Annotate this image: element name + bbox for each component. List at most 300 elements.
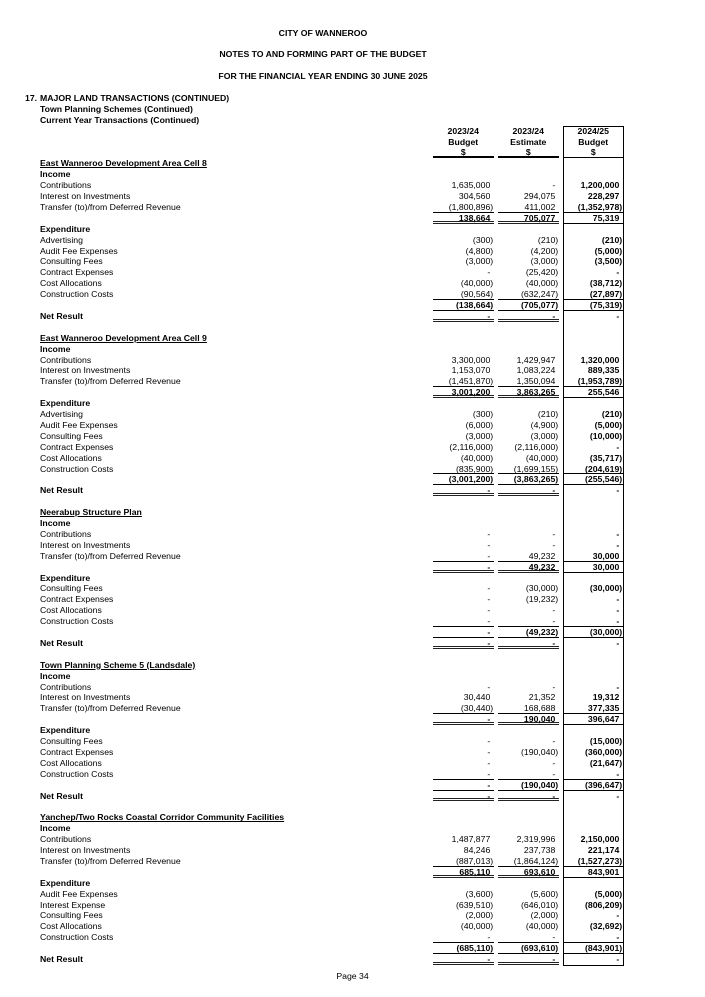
section-title: East Wanneroo Development Area Cell 8 xyxy=(40,158,207,169)
section-header-row xyxy=(0,812,705,823)
amount-2023-24-estimate: 693,610 xyxy=(498,867,559,878)
amount-2023-24-estimate: (19,232) xyxy=(525,594,559,605)
amount-2024-25-budget: (210) xyxy=(601,409,623,420)
amount-2023-24-budget: (40,000) xyxy=(460,278,494,289)
amount-2023-24-estimate: - xyxy=(498,485,559,496)
line-item-label: Transfer (to)/from Deferred Revenue xyxy=(40,376,181,387)
amount-2023-24-estimate: (40,000) xyxy=(525,452,559,463)
amount-2024-25-budget: - xyxy=(616,528,620,539)
net-result-label: Net Result xyxy=(40,310,83,321)
line-item-label: Contract Expenses xyxy=(40,594,114,605)
line-item-label: Consulting Fees xyxy=(40,736,103,747)
amount-2023-24-budget: (3,000) xyxy=(465,430,494,441)
expenditure-heading-row xyxy=(0,224,705,235)
amount-2024-25-budget: (1,527,273) xyxy=(564,856,623,867)
line-item-row xyxy=(0,267,705,278)
amount-2023-24-budget: (1,451,870) xyxy=(433,376,494,387)
line-item-row xyxy=(0,910,705,921)
column-header-year-row xyxy=(0,126,705,137)
line-item-label: Contract Expenses xyxy=(40,441,114,452)
expenditure-total-row xyxy=(0,474,705,485)
line-item-row xyxy=(0,540,705,551)
amount-2023-24-estimate: - xyxy=(552,539,556,550)
amount-2023-24-estimate: 2,319,996 xyxy=(516,834,556,845)
amount-2023-24-estimate: (25,420) xyxy=(525,267,559,278)
line-item-row xyxy=(0,365,705,376)
line-item-row xyxy=(0,692,705,703)
amount-2023-24-budget: - xyxy=(487,681,491,692)
amount-2023-24-estimate: (1,699,155) xyxy=(498,464,559,475)
line-item-label: Transfer (to)/from Deferred Revenue xyxy=(40,855,181,866)
section-title: Town Planning Scheme 5 (Landsdale) xyxy=(40,659,196,670)
note-subsubtitle: Current Year Transactions (Continued) xyxy=(40,114,200,125)
amount-2024-25-budget: (5,000) xyxy=(594,888,623,899)
amount-2023-24-budget: - xyxy=(433,780,494,791)
line-item-label: Contributions xyxy=(40,180,92,191)
net-result-label: Net Result xyxy=(40,790,83,801)
expenditure-heading: Expenditure xyxy=(40,725,91,736)
column-header-year: 2023/24 xyxy=(447,125,479,136)
header-organisation-row xyxy=(0,28,705,39)
amount-2024-25-budget: 228,297 xyxy=(587,191,620,202)
amount-2023-24-estimate: (4,900) xyxy=(530,419,559,430)
line-item-label: Contract Expenses xyxy=(40,267,114,278)
expenditure-total-row xyxy=(0,627,705,638)
line-item-row xyxy=(0,431,705,442)
amount-2023-24-estimate: 21,352 xyxy=(528,692,556,703)
income-total-row xyxy=(0,867,705,878)
amount-2024-25-budget: (30,000) xyxy=(564,627,623,638)
line-item-row xyxy=(0,834,705,845)
section-header-row xyxy=(0,660,705,671)
section-header-row xyxy=(0,507,705,518)
amount-2023-24-budget: 138,664 xyxy=(433,213,494,224)
amount-2023-24-budget: - xyxy=(487,736,491,747)
note-subtitle: Town Planning Schemes (Continued) xyxy=(40,103,193,114)
amount-2023-24-estimate: (210) xyxy=(537,409,559,420)
amount-2024-25-budget: 1,320,000 xyxy=(580,354,620,365)
amount-2023-24-budget: 3,300,000 xyxy=(451,354,491,365)
amount-2023-24-budget: - xyxy=(433,562,494,573)
amount-2023-24-budget: - xyxy=(433,311,494,322)
income-heading: Income xyxy=(40,169,71,180)
income-heading-row xyxy=(0,169,705,180)
column-header-type-row xyxy=(0,137,705,148)
amount-2023-24-estimate: 190,040 xyxy=(498,714,559,725)
column-header-type: Estimate xyxy=(510,136,547,147)
amount-2023-24-budget: 685,110 xyxy=(433,867,494,878)
amount-2024-25-budget: (843,901) xyxy=(564,943,623,954)
line-item-label: Contributions xyxy=(40,528,92,539)
amount-2023-24-estimate: (2,116,000) xyxy=(514,441,559,452)
amount-2024-25-budget: - xyxy=(616,539,620,550)
net-result-row xyxy=(0,485,705,496)
amount-2023-24-budget: (300) xyxy=(472,234,494,245)
line-item-row xyxy=(0,921,705,932)
amount-2023-24-estimate: 1,083,224 xyxy=(516,365,556,376)
income-heading-row xyxy=(0,671,705,682)
amount-2024-25-budget: 255,546 xyxy=(564,387,623,398)
net-result-label: Net Result xyxy=(40,637,83,648)
amount-2023-24-estimate: (632,247) xyxy=(498,289,559,300)
amount-2024-25-budget: (396,647) xyxy=(564,780,623,791)
line-item-row xyxy=(0,453,705,464)
amount-2023-24-budget: - xyxy=(433,932,494,943)
amount-2023-24-budget: - xyxy=(487,528,491,539)
line-item-label: Construction Costs xyxy=(40,768,114,779)
amount-2023-24-estimate: - xyxy=(498,616,559,627)
line-item-row xyxy=(0,442,705,453)
amount-2023-24-estimate: 1,429,947 xyxy=(516,354,556,365)
line-item-row xyxy=(0,420,705,431)
line-item-label: Interest on Investments xyxy=(40,365,131,376)
amount-2023-24-estimate: (646,010) xyxy=(521,899,559,910)
amount-2023-24-budget: (2,116,000) xyxy=(449,441,494,452)
note-subsubtitle-row xyxy=(0,115,705,126)
amount-2024-25-budget: 75,319 xyxy=(564,213,623,224)
amount-2023-24-estimate: (705,077) xyxy=(498,300,559,311)
income-heading: Income xyxy=(40,343,71,354)
amount-2023-24-estimate: (40,000) xyxy=(525,278,559,289)
amount-2023-24-estimate: 49,232 xyxy=(498,551,559,562)
amount-2023-24-budget: (40,000) xyxy=(460,452,494,463)
line-item-row xyxy=(0,932,705,943)
amount-2024-25-budget: 843,901 xyxy=(564,867,623,878)
amount-2023-24-estimate: - xyxy=(498,954,559,965)
amount-2024-25-budget: 30,000 xyxy=(564,551,623,562)
income-heading: Income xyxy=(40,823,71,834)
net-result-label: Net Result xyxy=(40,485,83,496)
line-item-row xyxy=(0,529,705,540)
organisation-name: CITY OF WANNEROO xyxy=(278,27,368,38)
amount-2023-24-budget: (1,800,896) xyxy=(433,202,494,213)
line-item-row xyxy=(0,376,705,387)
amount-2023-24-estimate: (210) xyxy=(537,234,559,245)
amount-2023-24-estimate: 705,077 xyxy=(498,213,559,224)
amount-2024-25-budget: - xyxy=(616,681,620,692)
amount-2024-25-budget: (30,000) xyxy=(589,583,623,594)
amount-2023-24-estimate: - xyxy=(552,681,556,692)
column-header-year: 2023/24 xyxy=(512,125,544,136)
amount-2023-24-estimate: (190,040) xyxy=(521,746,559,757)
line-item-row xyxy=(0,900,705,911)
expenditure-heading-row xyxy=(0,725,705,736)
note-heading-row xyxy=(0,93,705,104)
amount-2023-24-budget: (6,000) xyxy=(465,419,494,430)
amount-2023-24-budget: - xyxy=(433,769,494,780)
line-item-label: Contract Expenses xyxy=(40,746,114,757)
amount-2023-24-budget: 1,635,000 xyxy=(451,180,491,191)
amount-2023-24-budget: - xyxy=(487,605,491,616)
expenditure-heading: Expenditure xyxy=(40,877,91,888)
amount-2023-24-budget: 1,487,877 xyxy=(451,834,491,845)
amount-2024-25-budget: - xyxy=(616,310,620,321)
line-item-label: Consulting Fees xyxy=(40,430,103,441)
amount-2023-24-budget: (2,000) xyxy=(465,910,494,921)
amount-2024-25-budget: (27,897) xyxy=(564,289,623,300)
amount-2023-24-budget: (138,664) xyxy=(433,300,494,311)
amount-2023-24-estimate: (40,000) xyxy=(525,921,559,932)
amount-2023-24-estimate: - xyxy=(552,180,556,191)
amount-2023-24-estimate: - xyxy=(552,757,556,768)
amount-2023-24-estimate: - xyxy=(552,736,556,747)
amount-2024-25-budget: - xyxy=(616,954,620,965)
amount-2023-24-estimate: (5,600) xyxy=(530,888,559,899)
line-item-row xyxy=(0,758,705,769)
amount-2023-24-budget: - xyxy=(433,714,494,725)
section-header-row xyxy=(0,158,705,169)
expenditure-heading: Expenditure xyxy=(40,398,91,409)
section-header-row xyxy=(0,333,705,344)
amount-2023-24-estimate: 168,688 xyxy=(498,703,559,714)
column-header-type: Budget xyxy=(448,136,479,147)
amount-2023-24-estimate: 237,738 xyxy=(523,845,556,856)
amount-2024-25-budget: (1,953,789) xyxy=(564,376,623,387)
line-item-label: Construction Costs xyxy=(40,616,114,627)
amount-2024-25-budget: (806,209) xyxy=(585,899,623,910)
header-period-row xyxy=(0,71,705,82)
amount-2023-24-budget: 304,560 xyxy=(458,191,491,202)
amount-2024-25-budget: - xyxy=(616,485,620,496)
line-item-row xyxy=(0,736,705,747)
line-item-label: Contributions xyxy=(40,354,92,365)
line-item-row xyxy=(0,180,705,191)
amount-2023-24-estimate: (2,000) xyxy=(530,910,559,921)
header-title-row xyxy=(0,49,705,60)
amount-2023-24-estimate: (3,000) xyxy=(530,256,559,267)
income-total-row xyxy=(0,562,705,573)
amount-2024-25-budget: 19,312 xyxy=(592,692,620,703)
line-item-row xyxy=(0,464,705,475)
amount-2024-25-budget: - xyxy=(616,441,620,452)
income-heading: Income xyxy=(40,518,71,529)
income-total-row xyxy=(0,213,705,224)
line-item-label: Consulting Fees xyxy=(40,583,103,594)
expenditure-total-row xyxy=(0,943,705,954)
amount-2024-25-budget: - xyxy=(564,932,623,943)
note-subtitle-row xyxy=(0,104,705,115)
amount-2023-24-estimate: (190,040) xyxy=(498,780,559,791)
line-item-row xyxy=(0,769,705,780)
net-result-label: Net Result xyxy=(40,954,83,965)
amount-2023-24-budget: - xyxy=(433,954,494,965)
column-header-type: Budget xyxy=(578,136,609,147)
amount-2024-25-budget: (5,000) xyxy=(594,245,623,256)
amount-2023-24-estimate: 294,075 xyxy=(523,191,556,202)
expenditure-heading-row xyxy=(0,878,705,889)
line-item-row xyxy=(0,289,705,300)
amount-2023-24-estimate: 411,002 xyxy=(498,202,559,213)
amount-2023-24-budget: - xyxy=(487,539,491,550)
amount-2023-24-estimate: (30,000) xyxy=(525,583,559,594)
line-item-row xyxy=(0,235,705,246)
amount-2023-24-estimate: (693,610) xyxy=(498,943,559,954)
line-item-label: Cost Allocations xyxy=(40,278,102,289)
line-item-label: Cost Allocations xyxy=(40,452,102,463)
income-heading-row xyxy=(0,344,705,355)
expenditure-total-row xyxy=(0,780,705,791)
line-item-row xyxy=(0,583,705,594)
amount-2024-25-budget: - xyxy=(616,637,620,648)
amount-2024-25-budget: (1,352,978) xyxy=(564,202,623,213)
amount-2023-24-estimate: (3,863,265) xyxy=(498,474,559,485)
line-item-label: Interest on Investments xyxy=(40,539,131,550)
amount-2024-25-budget: 889,335 xyxy=(587,365,620,376)
amount-2024-25-budget: - xyxy=(616,267,620,278)
amount-2023-24-budget: (90,564) xyxy=(433,289,494,300)
amount-2024-25-budget: (210) xyxy=(601,234,623,245)
amount-2023-24-budget: 3,001,200 xyxy=(433,387,494,398)
amount-2023-24-budget: (30,440) xyxy=(433,703,494,714)
amount-2024-25-budget: - xyxy=(616,605,620,616)
amount-2023-24-estimate: (49,232) xyxy=(498,627,559,638)
financial-period: FOR THE FINANCIAL YEAR ENDING 30 JUNE 2025 xyxy=(218,71,428,82)
net-result-row xyxy=(0,791,705,802)
amount-2023-24-estimate: - xyxy=(498,638,559,649)
amount-2023-24-budget: - xyxy=(487,746,491,757)
line-item-row xyxy=(0,246,705,257)
amount-2023-24-budget: (685,110) xyxy=(433,943,494,954)
line-item-label: Interest Expense xyxy=(40,899,106,910)
line-item-row xyxy=(0,616,705,627)
line-item-label: Advertising xyxy=(40,234,83,245)
line-item-label: Consulting Fees xyxy=(40,256,103,267)
amount-2023-24-estimate: - xyxy=(498,791,559,802)
line-item-label: Audit Fee Expenses xyxy=(40,245,118,256)
expenditure-heading: Expenditure xyxy=(40,223,91,234)
line-item-label: Transfer (to)/from Deferred Revenue xyxy=(40,550,181,561)
section-title: East Wanneroo Development Area Cell 9 xyxy=(40,332,207,343)
line-item-row xyxy=(0,202,705,213)
amount-2023-24-budget: (3,600) xyxy=(465,888,494,899)
line-item-row xyxy=(0,703,705,714)
line-item-label: Cost Allocations xyxy=(40,757,102,768)
income-heading-row xyxy=(0,518,705,529)
line-item-row xyxy=(0,747,705,758)
income-total-row xyxy=(0,714,705,725)
line-item-label: Transfer (to)/from Deferred Revenue xyxy=(40,201,181,212)
amount-2023-24-budget: - xyxy=(433,627,494,638)
line-item-row xyxy=(0,409,705,420)
line-item-row xyxy=(0,551,705,562)
amount-2023-24-budget: - xyxy=(433,791,494,802)
amount-2023-24-budget: (300) xyxy=(472,409,494,420)
amount-2023-24-estimate: - xyxy=(552,528,556,539)
income-heading: Income xyxy=(40,670,71,681)
amount-2024-25-budget: (5,000) xyxy=(594,419,623,430)
amount-2024-25-budget: 221,174 xyxy=(587,845,620,856)
line-item-label: Cost Allocations xyxy=(40,605,102,616)
expenditure-heading: Expenditure xyxy=(40,572,91,583)
amount-2024-25-budget: 1,200,000 xyxy=(580,180,620,191)
line-item-row xyxy=(0,278,705,289)
amount-2023-24-budget: (40,000) xyxy=(460,921,494,932)
column-header-year: 2024/25 xyxy=(577,125,609,136)
amount-2023-24-budget: (887,013) xyxy=(433,856,494,867)
amount-2024-25-budget: 396,647 xyxy=(564,714,623,725)
expenditure-heading-row xyxy=(0,398,705,409)
line-item-label: Interest on Investments xyxy=(40,191,131,202)
amount-2023-24-budget: - xyxy=(433,485,494,496)
amount-2023-24-budget: - xyxy=(487,267,491,278)
amount-2024-25-budget: (15,000) xyxy=(589,736,623,747)
amount-2024-25-budget: - xyxy=(564,769,623,780)
line-item-row xyxy=(0,845,705,856)
amount-2023-24-estimate: - xyxy=(552,605,556,616)
amount-2024-25-budget: (21,647) xyxy=(589,757,623,768)
amount-2023-24-budget: (3,000) xyxy=(465,256,494,267)
net-result-row xyxy=(0,311,705,322)
amount-2024-25-budget: (255,546) xyxy=(564,474,623,485)
line-item-row xyxy=(0,889,705,900)
amount-2023-24-budget: 84,246 xyxy=(463,845,491,856)
column-header-unit: $ xyxy=(498,147,559,158)
amount-2023-24-budget: 1,153,070 xyxy=(451,365,491,376)
amount-2023-24-budget: - xyxy=(433,551,494,562)
amount-2024-25-budget: (10,000) xyxy=(589,430,623,441)
line-item-label: Consulting Fees xyxy=(40,910,103,921)
line-item-label: Construction Costs xyxy=(40,463,114,474)
line-item-row xyxy=(0,594,705,605)
section-title: Neerabup Structure Plan xyxy=(40,507,142,518)
line-item-row xyxy=(0,682,705,693)
line-item-label: Advertising xyxy=(40,409,83,420)
amount-2024-25-budget: (32,692) xyxy=(589,921,623,932)
expenditure-total-row xyxy=(0,300,705,311)
amount-2023-24-budget: (4,800) xyxy=(465,245,494,256)
line-item-row xyxy=(0,191,705,202)
amount-2023-24-estimate: - xyxy=(498,311,559,322)
note-number: 17. xyxy=(25,92,38,103)
amount-2024-25-budget: (360,000) xyxy=(585,746,623,757)
column-header-unit: $ xyxy=(433,147,494,158)
income-heading-row xyxy=(0,823,705,834)
line-item-row xyxy=(0,256,705,267)
net-result-row xyxy=(0,954,705,965)
amount-2024-25-budget: (204,619) xyxy=(564,464,623,475)
note-title: MAJOR LAND TRANSACTIONS (CONTINUED) xyxy=(40,92,230,103)
amount-2024-25-budget: (3,500) xyxy=(594,256,623,267)
amount-2023-24-budget: - xyxy=(433,616,494,627)
amount-2024-25-budget: - xyxy=(616,790,620,801)
page-number: Page 34 xyxy=(336,970,369,981)
line-item-label: Contributions xyxy=(40,681,92,692)
amount-2023-24-estimate: (3,000) xyxy=(530,430,559,441)
amount-2023-24-budget: (835,900) xyxy=(433,464,494,475)
amount-2023-24-budget: 30,440 xyxy=(463,692,491,703)
amount-2024-25-budget: - xyxy=(564,616,623,627)
line-item-row xyxy=(0,605,705,616)
line-item-label: Construction Costs xyxy=(40,932,114,943)
amount-2023-24-estimate: - xyxy=(498,769,559,780)
amount-2023-24-budget: (3,001,200) xyxy=(433,474,494,485)
amount-2023-24-budget: (639,510) xyxy=(456,899,494,910)
amount-2024-25-budget: 30,000 xyxy=(564,562,623,573)
line-item-label: Interest on Investments xyxy=(40,692,131,703)
amount-2024-25-budget: 377,335 xyxy=(564,703,623,714)
income-total-row xyxy=(0,387,705,398)
amount-2024-25-budget: (75,319) xyxy=(564,300,623,311)
line-item-row xyxy=(0,355,705,366)
document-title: NOTES TO AND FORMING PART OF THE BUDGET xyxy=(219,49,427,60)
line-item-label: Audit Fee Expenses xyxy=(40,888,118,899)
amount-2023-24-estimate: 3,863,265 xyxy=(498,387,559,398)
line-item-label: Contributions xyxy=(40,834,92,845)
column-header-unit: $ xyxy=(564,147,623,158)
line-item-label: Transfer (to)/from Deferred Revenue xyxy=(40,703,181,714)
amount-2023-24-budget: - xyxy=(487,594,491,605)
amount-2023-24-estimate: (1,864,124) xyxy=(498,856,559,867)
